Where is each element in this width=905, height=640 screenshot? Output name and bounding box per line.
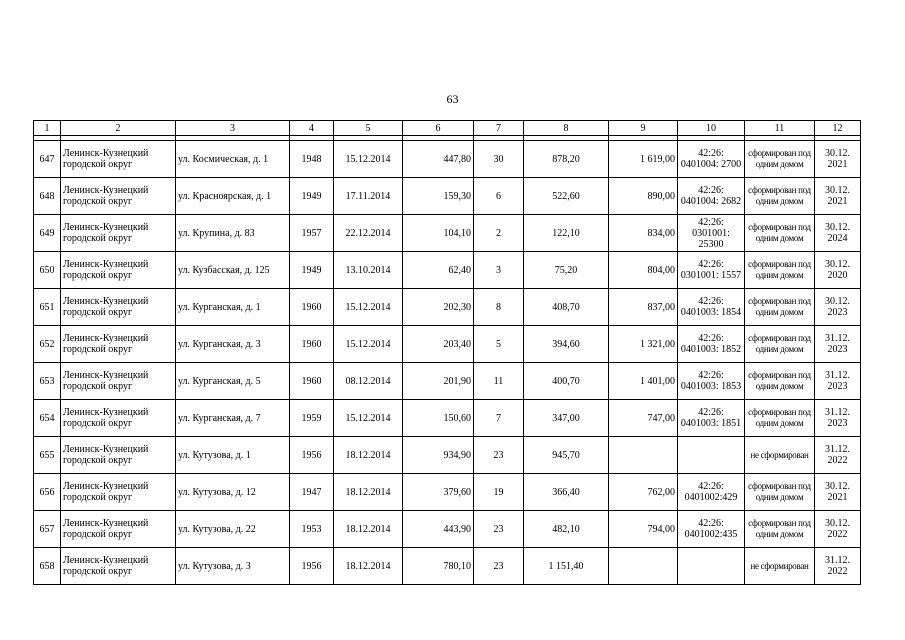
year-cell: 1957: [290, 215, 334, 252]
count-cell: 2: [474, 215, 524, 252]
count-cell: 23: [474, 437, 524, 474]
status-cell: сформирован под одним домом: [745, 141, 815, 178]
municipality-cell: Ленинск-Кузнецкий городской округ: [61, 289, 176, 326]
value-cell: 837,00: [609, 289, 678, 326]
cadastral-number-cell: 42:26: 0401002:429: [678, 474, 745, 511]
municipality-cell: Ленинск-Кузнецкий городской округ: [61, 548, 176, 585]
value-cell: 159,30: [403, 178, 474, 215]
row-number-cell: 651: [34, 289, 61, 326]
value-cell: 1 619,00: [609, 141, 678, 178]
municipality-cell: Ленинск-Кузнецкий городской округ: [61, 178, 176, 215]
cadastral-number-cell: 42:26: 0301001: 1557: [678, 252, 745, 289]
value-cell: 394,60: [524, 326, 609, 363]
value-cell: 482,10: [524, 511, 609, 548]
page-number: 63: [446, 92, 459, 106]
municipality-cell: Ленинск-Кузнецкий городской округ: [61, 363, 176, 400]
date-cell: 17.11.2014: [334, 178, 403, 215]
address-cell: ул. Курганская, д. 5: [176, 363, 290, 400]
address-cell: ул. Курганская, д. 3: [176, 326, 290, 363]
count-cell: 5: [474, 326, 524, 363]
deadline-cell: 31.12. 2023: [815, 363, 861, 400]
value-cell: 1 401,00: [609, 363, 678, 400]
municipality-cell: Ленинск-Кузнецкий городской округ: [61, 400, 176, 437]
status-cell: не сформирован: [745, 548, 815, 585]
deadline-cell: 30.12. 2021: [815, 474, 861, 511]
value-cell: 202,30: [403, 289, 474, 326]
value-cell: 408,70: [524, 289, 609, 326]
year-cell: 1949: [290, 178, 334, 215]
municipality-cell: Ленинск-Кузнецкий городской округ: [61, 141, 176, 178]
address-cell: ул. Кутузова, д. 22: [176, 511, 290, 548]
count-cell: 23: [474, 511, 524, 548]
value-cell: 804,00: [609, 252, 678, 289]
cadastral-number-cell: [678, 548, 745, 585]
value-cell: 945,70: [524, 437, 609, 474]
value-cell: 934,90: [403, 437, 474, 474]
count-cell: 7: [474, 400, 524, 437]
cadastral-number-cell: 42:26: 0401003: 1854: [678, 289, 745, 326]
value-cell: 400,70: [524, 363, 609, 400]
year-cell: 1947: [290, 474, 334, 511]
value-cell: [609, 548, 678, 585]
row-number-cell: 654: [34, 400, 61, 437]
column-header: 8: [524, 121, 609, 136]
value-cell: 122,10: [524, 215, 609, 252]
deadline-cell: 30.12. 2024: [815, 215, 861, 252]
value-cell: 794,00: [609, 511, 678, 548]
year-cell: 1960: [290, 326, 334, 363]
table-row: [34, 289, 861, 326]
table-row: [34, 511, 861, 548]
date-cell: 13.10.2014: [334, 252, 403, 289]
column-header: 11: [745, 121, 815, 136]
row-number-cell: 649: [34, 215, 61, 252]
table-row: [34, 437, 861, 474]
year-cell: 1949: [290, 252, 334, 289]
value-cell: 1 321,00: [609, 326, 678, 363]
value-cell: [609, 437, 678, 474]
count-cell: 19: [474, 474, 524, 511]
date-cell: 08.12.2014: [334, 363, 403, 400]
address-cell: ул. Кутузова, д. 3: [176, 548, 290, 585]
cadastral-number-cell: 42:26: 0401004: 2700: [678, 141, 745, 178]
address-cell: ул. Курганская, д. 1: [176, 289, 290, 326]
deadline-cell: 31.12. 2022: [815, 437, 861, 474]
status-cell: сформирован под одним домом: [745, 400, 815, 437]
year-cell: 1960: [290, 363, 334, 400]
value-cell: 104,10: [403, 215, 474, 252]
date-cell: 18.12.2014: [334, 548, 403, 585]
column-number-header-row: [34, 121, 861, 136]
cadastral-number-cell: 42:26: 0401004: 2682: [678, 178, 745, 215]
value-cell: 780,10: [403, 548, 474, 585]
value-cell: 347,00: [524, 400, 609, 437]
status-cell: сформирован под одним домом: [745, 474, 815, 511]
value-cell: 379,60: [403, 474, 474, 511]
status-cell: сформирован под одним домом: [745, 215, 815, 252]
status-cell: сформирован под одним домом: [745, 252, 815, 289]
address-cell: ул. Космическая, д. 1: [176, 141, 290, 178]
row-number-cell: 655: [34, 437, 61, 474]
address-cell: ул. Кутузова, д. 1: [176, 437, 290, 474]
table-row: [34, 548, 861, 585]
count-cell: 6: [474, 178, 524, 215]
row-number-cell: 650: [34, 252, 61, 289]
housing-table: [33, 120, 861, 585]
column-header: 5: [334, 121, 403, 136]
column-header: 2: [61, 121, 176, 136]
address-cell: ул. Кутузова, д. 12: [176, 474, 290, 511]
year-cell: 1960: [290, 289, 334, 326]
row-number-cell: 658: [34, 548, 61, 585]
value-cell: 443,90: [403, 511, 474, 548]
value-cell: 878,20: [524, 141, 609, 178]
row-number-cell: 652: [34, 326, 61, 363]
column-header: 9: [609, 121, 678, 136]
column-header: 3: [176, 121, 290, 136]
value-cell: 150,60: [403, 400, 474, 437]
cadastral-number-cell: 42:26: 0401003: 1851: [678, 400, 745, 437]
table-row: [34, 326, 861, 363]
year-cell: 1948: [290, 141, 334, 178]
column-header: 10: [678, 121, 745, 136]
year-cell: 1959: [290, 400, 334, 437]
municipality-cell: Ленинск-Кузнецкий городской округ: [61, 474, 176, 511]
column-header: 7: [474, 121, 524, 136]
deadline-cell: 30.12. 2022: [815, 511, 861, 548]
value-cell: 1 151,40: [524, 548, 609, 585]
municipality-cell: Ленинск-Кузнецкий городской округ: [61, 252, 176, 289]
status-cell: сформирован под одним домом: [745, 511, 815, 548]
date-cell: 15.12.2014: [334, 289, 403, 326]
count-cell: 8: [474, 289, 524, 326]
value-cell: 762,00: [609, 474, 678, 511]
table-row: [34, 363, 861, 400]
value-cell: 62,40: [403, 252, 474, 289]
year-cell: 1956: [290, 437, 334, 474]
row-number-cell: 647: [34, 141, 61, 178]
date-cell: 18.12.2014: [334, 437, 403, 474]
table-row: [34, 215, 861, 252]
deadline-cell: 30.12. 2020: [815, 252, 861, 289]
municipality-cell: Ленинск-Кузнецкий городской округ: [61, 215, 176, 252]
deadline-cell: 31.12. 2023: [815, 326, 861, 363]
count-cell: 30: [474, 141, 524, 178]
table-row: [34, 141, 861, 178]
value-cell: 75,20: [524, 252, 609, 289]
table-row: [34, 252, 861, 289]
column-header: 12: [815, 121, 861, 136]
deadline-cell: 31.12. 2023: [815, 400, 861, 437]
table-row: [34, 474, 861, 511]
deadline-cell: 30.12. 2021: [815, 178, 861, 215]
status-cell: сформирован под одним домом: [745, 363, 815, 400]
table-row: [34, 400, 861, 437]
status-cell: не сформирован: [745, 437, 815, 474]
status-cell: сформирован под одним домом: [745, 289, 815, 326]
value-cell: 447,80: [403, 141, 474, 178]
row-number-cell: 648: [34, 178, 61, 215]
municipality-cell: Ленинск-Кузнецкий городской округ: [61, 437, 176, 474]
value-cell: 366,40: [524, 474, 609, 511]
status-cell: сформирован под одним домом: [745, 326, 815, 363]
date-cell: 15.12.2014: [334, 141, 403, 178]
value-cell: 522,60: [524, 178, 609, 215]
column-header: 1: [34, 121, 61, 136]
date-cell: 18.12.2014: [334, 474, 403, 511]
count-cell: 3: [474, 252, 524, 289]
address-cell: ул. Крупина, д. 83: [176, 215, 290, 252]
date-cell: 22.12.2014: [334, 215, 403, 252]
cadastral-number-cell: 42:26: 0301001: 25300: [678, 215, 745, 252]
year-cell: 1953: [290, 511, 334, 548]
cadastral-number-cell: 42:26: 0401003: 1852: [678, 326, 745, 363]
row-number-cell: 656: [34, 474, 61, 511]
column-header: 4: [290, 121, 334, 136]
value-cell: 201,90: [403, 363, 474, 400]
column-header: 6: [403, 121, 474, 136]
count-cell: 23: [474, 548, 524, 585]
row-number-cell: 657: [34, 511, 61, 548]
cadastral-number-cell: [678, 437, 745, 474]
table-row: [34, 178, 861, 215]
date-cell: 18.12.2014: [334, 511, 403, 548]
date-cell: 15.12.2014: [334, 400, 403, 437]
status-cell: сформирован под одним домом: [745, 178, 815, 215]
value-cell: 203,40: [403, 326, 474, 363]
value-cell: 890,00: [609, 178, 678, 215]
value-cell: 747,00: [609, 400, 678, 437]
deadline-cell: 30.12. 2023: [815, 289, 861, 326]
address-cell: ул. Красноярская, д. 1: [176, 178, 290, 215]
address-cell: ул. Кузбасская, д. 125: [176, 252, 290, 289]
municipality-cell: Ленинск-Кузнецкий городской округ: [61, 511, 176, 548]
value-cell: 834,00: [609, 215, 678, 252]
count-cell: 11: [474, 363, 524, 400]
date-cell: 15.12.2014: [334, 326, 403, 363]
address-cell: ул. Курганская, д. 7: [176, 400, 290, 437]
municipality-cell: Ленинск-Кузнецкий городской округ: [61, 326, 176, 363]
deadline-cell: 30.12. 2021: [815, 141, 861, 178]
row-number-cell: 653: [34, 363, 61, 400]
cadastral-number-cell: 42:26: 0401003: 1853: [678, 363, 745, 400]
year-cell: 1956: [290, 548, 334, 585]
cadastral-number-cell: 42:26: 0401002:435: [678, 511, 745, 548]
deadline-cell: 31.12. 2022: [815, 548, 861, 585]
